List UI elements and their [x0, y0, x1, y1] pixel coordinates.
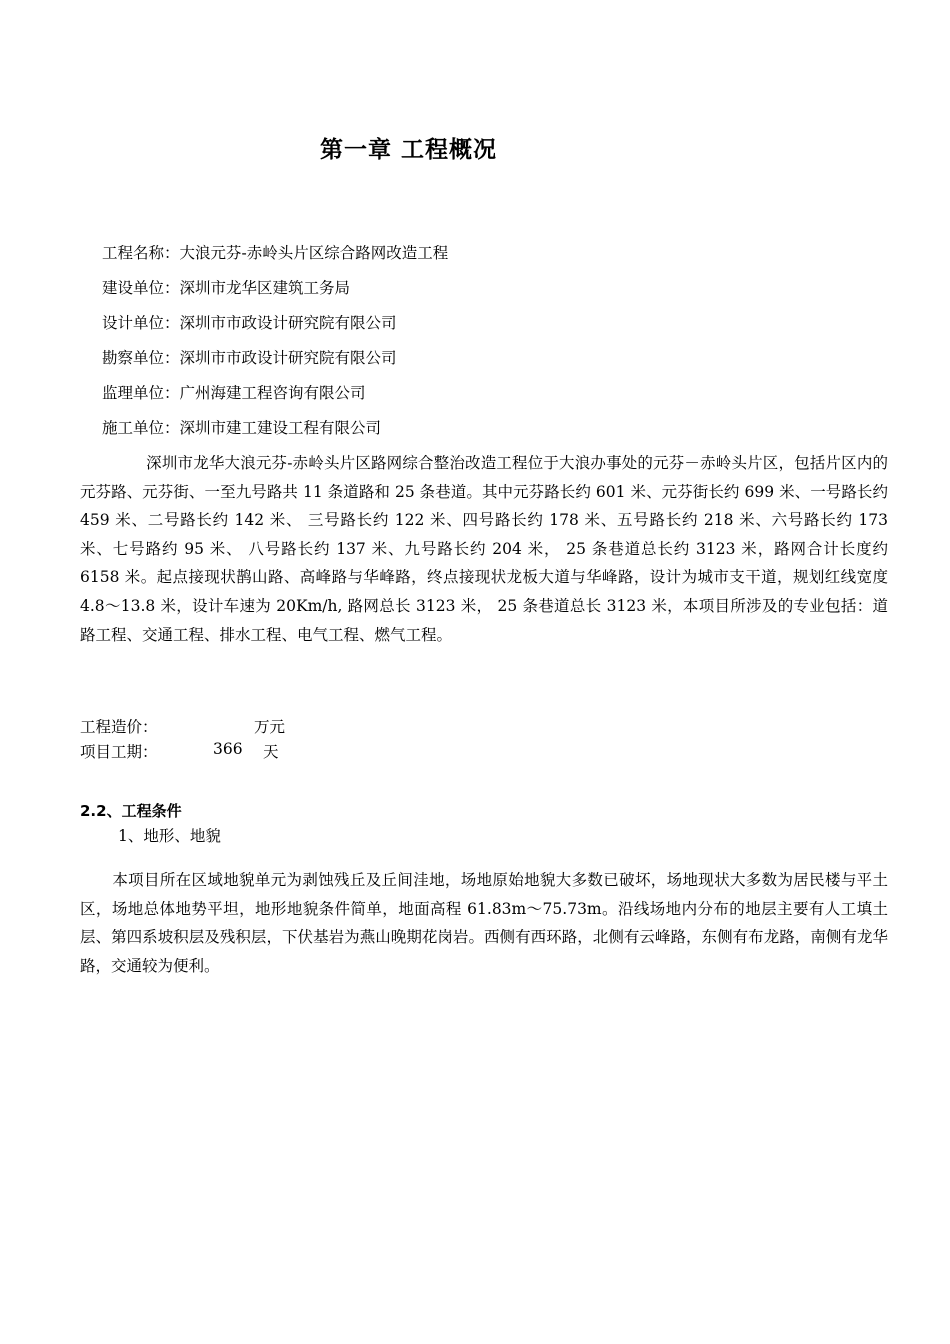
period-value: 366 [213, 740, 243, 758]
info-value: 深圳市市政设计研究院有限公司 [179, 349, 397, 367]
info-label: 监理单位： [102, 384, 180, 402]
info-label: 设计单位： [102, 314, 180, 332]
overview-paragraph-text: 深圳市龙华大浪元芬-赤岭头片区路网综合整治改造工程位于大浪办事处的元芬－赤岭头片区，包括片区内的元芬路、元芬街、一至九号路共 11 条道路和 25 条巷道。其中元芬路长约 601 米、元芬街长约 699 米、一号路长约 459 米、二号路长约 142 米、 三号路长约 122 米、四号路长约 178 米、五号路长约 218 米、六号路长约 173 米、七号路约 95 米、 八号路长约 137 米、九号路长约 204 米， 25 条巷道总长约 3123 米，路网合计长度约 6158 米。起点接现状鹊山路、高峰路与华峰路，终点接现状龙板大道与华峰路，设计为城市支干道，规划红线宽度 4.8～13.8 米，设计车速为 20Km/h, 路网总长 3123 米， 25 条巷道总长 3123 米，本项目所涉及的专业包括：道路工程、交通工程、排水工程、电气工程、燃气工程。 [80, 454, 888, 644]
overview-paragraph [80, 449, 888, 649]
info-line-design-unit [102, 311, 397, 333]
terrain-paragraph-text: 本项目所在区域地貌单元为剥蚀残丘及丘间洼地，场地原始地貌大多数已破坏，场地现状大多数为居民楼与平土区，场地总体地势平坦，地形地貌条件简单，地面高程 61.83m～75.73m。沿线场地内分布的地层主要有人工填土层、第四系坡积层及残积层，下伏基岩为燕山晚期花岗岩。西侧有西环路，北侧有云峰路，东侧有布龙路，南侧有龙华路，交通较为便利。 [80, 871, 888, 975]
info-label: 施工单位： [102, 419, 180, 437]
chapter-title: 第一章 工程概况 [320, 137, 498, 163]
section-heading: 2.2、工程条件 [80, 802, 182, 820]
info-value: 大浪元芬-赤岭头片区综合路网改造工程 [179, 244, 449, 262]
info-line-supervision-unit [102, 381, 366, 403]
info-value: 深圳市建工建设工程有限公司 [179, 419, 382, 437]
cost-label: 工程造价： [80, 718, 158, 736]
cost-unit: 万元 [254, 718, 286, 736]
info-value: 深圳市市政设计研究院有限公司 [179, 314, 397, 332]
info-line-survey-unit [102, 346, 397, 368]
period-label: 项目工期： [80, 743, 158, 761]
info-line-contractor [102, 416, 381, 438]
info-value: 广州海建工程咨询有限公司 [179, 384, 366, 402]
info-line-project-name [102, 241, 448, 263]
info-label: 勘察单位： [102, 349, 180, 367]
info-value: 深圳市龙华区建筑工务局 [179, 279, 351, 297]
info-line-construction-unit [102, 276, 350, 298]
terrain-paragraph [80, 866, 888, 980]
info-label: 建设单位： [102, 279, 180, 297]
info-label: 工程名称： [102, 244, 180, 262]
sub-heading: 1、地形、地貌 [118, 827, 221, 845]
period-unit: 天 [263, 743, 279, 761]
